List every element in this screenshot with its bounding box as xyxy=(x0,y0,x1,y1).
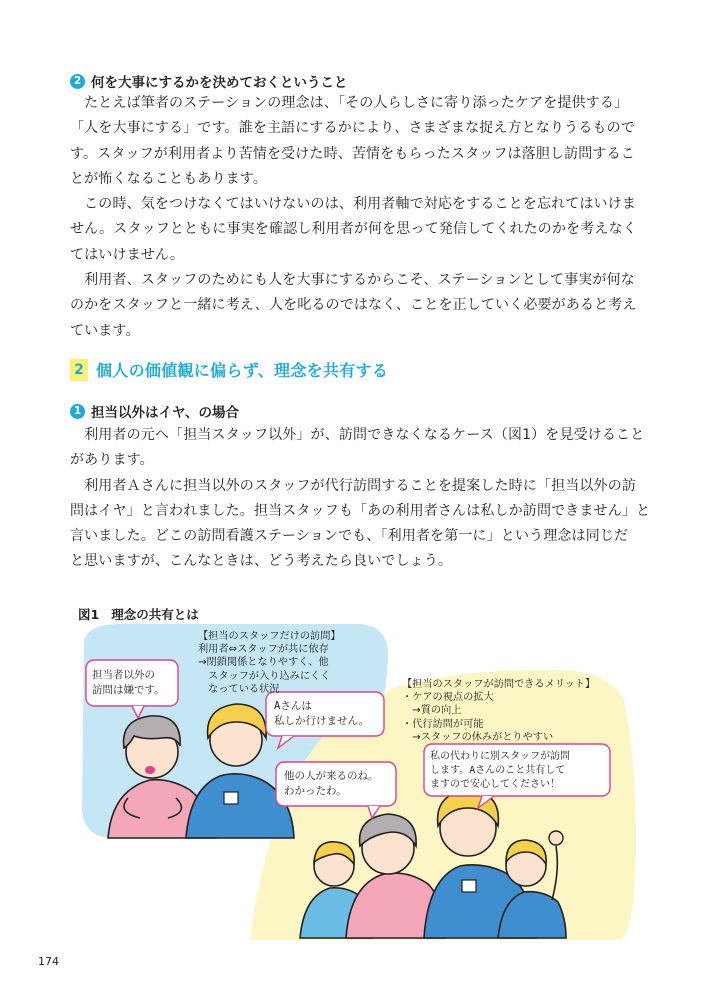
note-closed-relationship: 【担当のスタッフだけの訪問】 利用者⇔スタッフが共に依存 →閉鎖関係となりやすく、他 スタッフが入り込みにくく なっている状況 xyxy=(198,631,341,695)
bubble-text-patient-2: 他の人が来るのね。 わかったわ。 xyxy=(284,770,379,797)
subheading-text: 担当以外はイヤ、の場合 xyxy=(91,405,239,421)
body-paragraph-2: 利用者の元へ「担当スタッフ以外」が、訪問できなくなるケース（図1）を見受けること があります。 利用者Ａさんに担当以外のスタッフが代行訪問することを提案した時に「担当以外の訪 問はイヤ」と言われました。担当スタッフも「あの利用者さんは私しか訪問できません」と 言いました。どこの訪問看護ステーションでも、「利用者を第一に」という理念は同じだ と思いますが、こんなときは、どう考えたら良いでしょう。 xyxy=(70,427,651,570)
subheading-text: 何を大事にするかを決めておくということ xyxy=(91,75,348,91)
bubble-text-staff-2: 私の代わりに別スタッフが訪問 します。Aさんのこと共有して ますので安心してください！ xyxy=(430,751,570,790)
page-number: 174 xyxy=(38,955,59,968)
subheading-number-badge: 2 xyxy=(70,74,85,89)
figure-label: 図1 xyxy=(78,607,100,622)
figure-title: 理念の共有とは xyxy=(111,607,199,622)
section-title: 個人の価値観に偏らず、理念を共有する xyxy=(96,361,389,380)
bubble-text-patient: 担当者以外の 訪問は嫌です。 xyxy=(92,669,165,696)
section-number: 2 xyxy=(70,359,88,381)
subheading-number-badge: 1 xyxy=(70,404,85,419)
body-paragraph-1: たとえば筆者のステーションの理念は、「その人らしさに寄り添ったケアを提供する」 「人を大事にする」です。誰を主語にするかにより、さまざまな捉え方となりうるもので す。スタッフが利用者より苦情を受けた時、苦情をもらったスタッフは落胆し訪問するこ とが怖くなることもあります。 この時、気をつけなくてはいけないのは、利用者軸で対応をすることを忘れてはいけま せん。スタッフとともに事実を確認し利用者が何を思って発信してくれたのかを考えなく てはいけません。 利用者、スタッフのためにも人を大事にするからこそ、ステーションとして事実が何な のかをスタッフと一緒に考え、人を叱るのではなく、ことを正していく必要があると考え ています。 xyxy=(70,95,637,339)
bubble-text-staff: Aさんは 私しか行けません。 xyxy=(274,700,370,727)
note-benefits: 【担当のスタッフが訪問できるメリット】 ・ケアの視点の拡大 →質の向上 ・代行訪問が可能 →スタッフの休みがとりやすい xyxy=(402,679,596,743)
